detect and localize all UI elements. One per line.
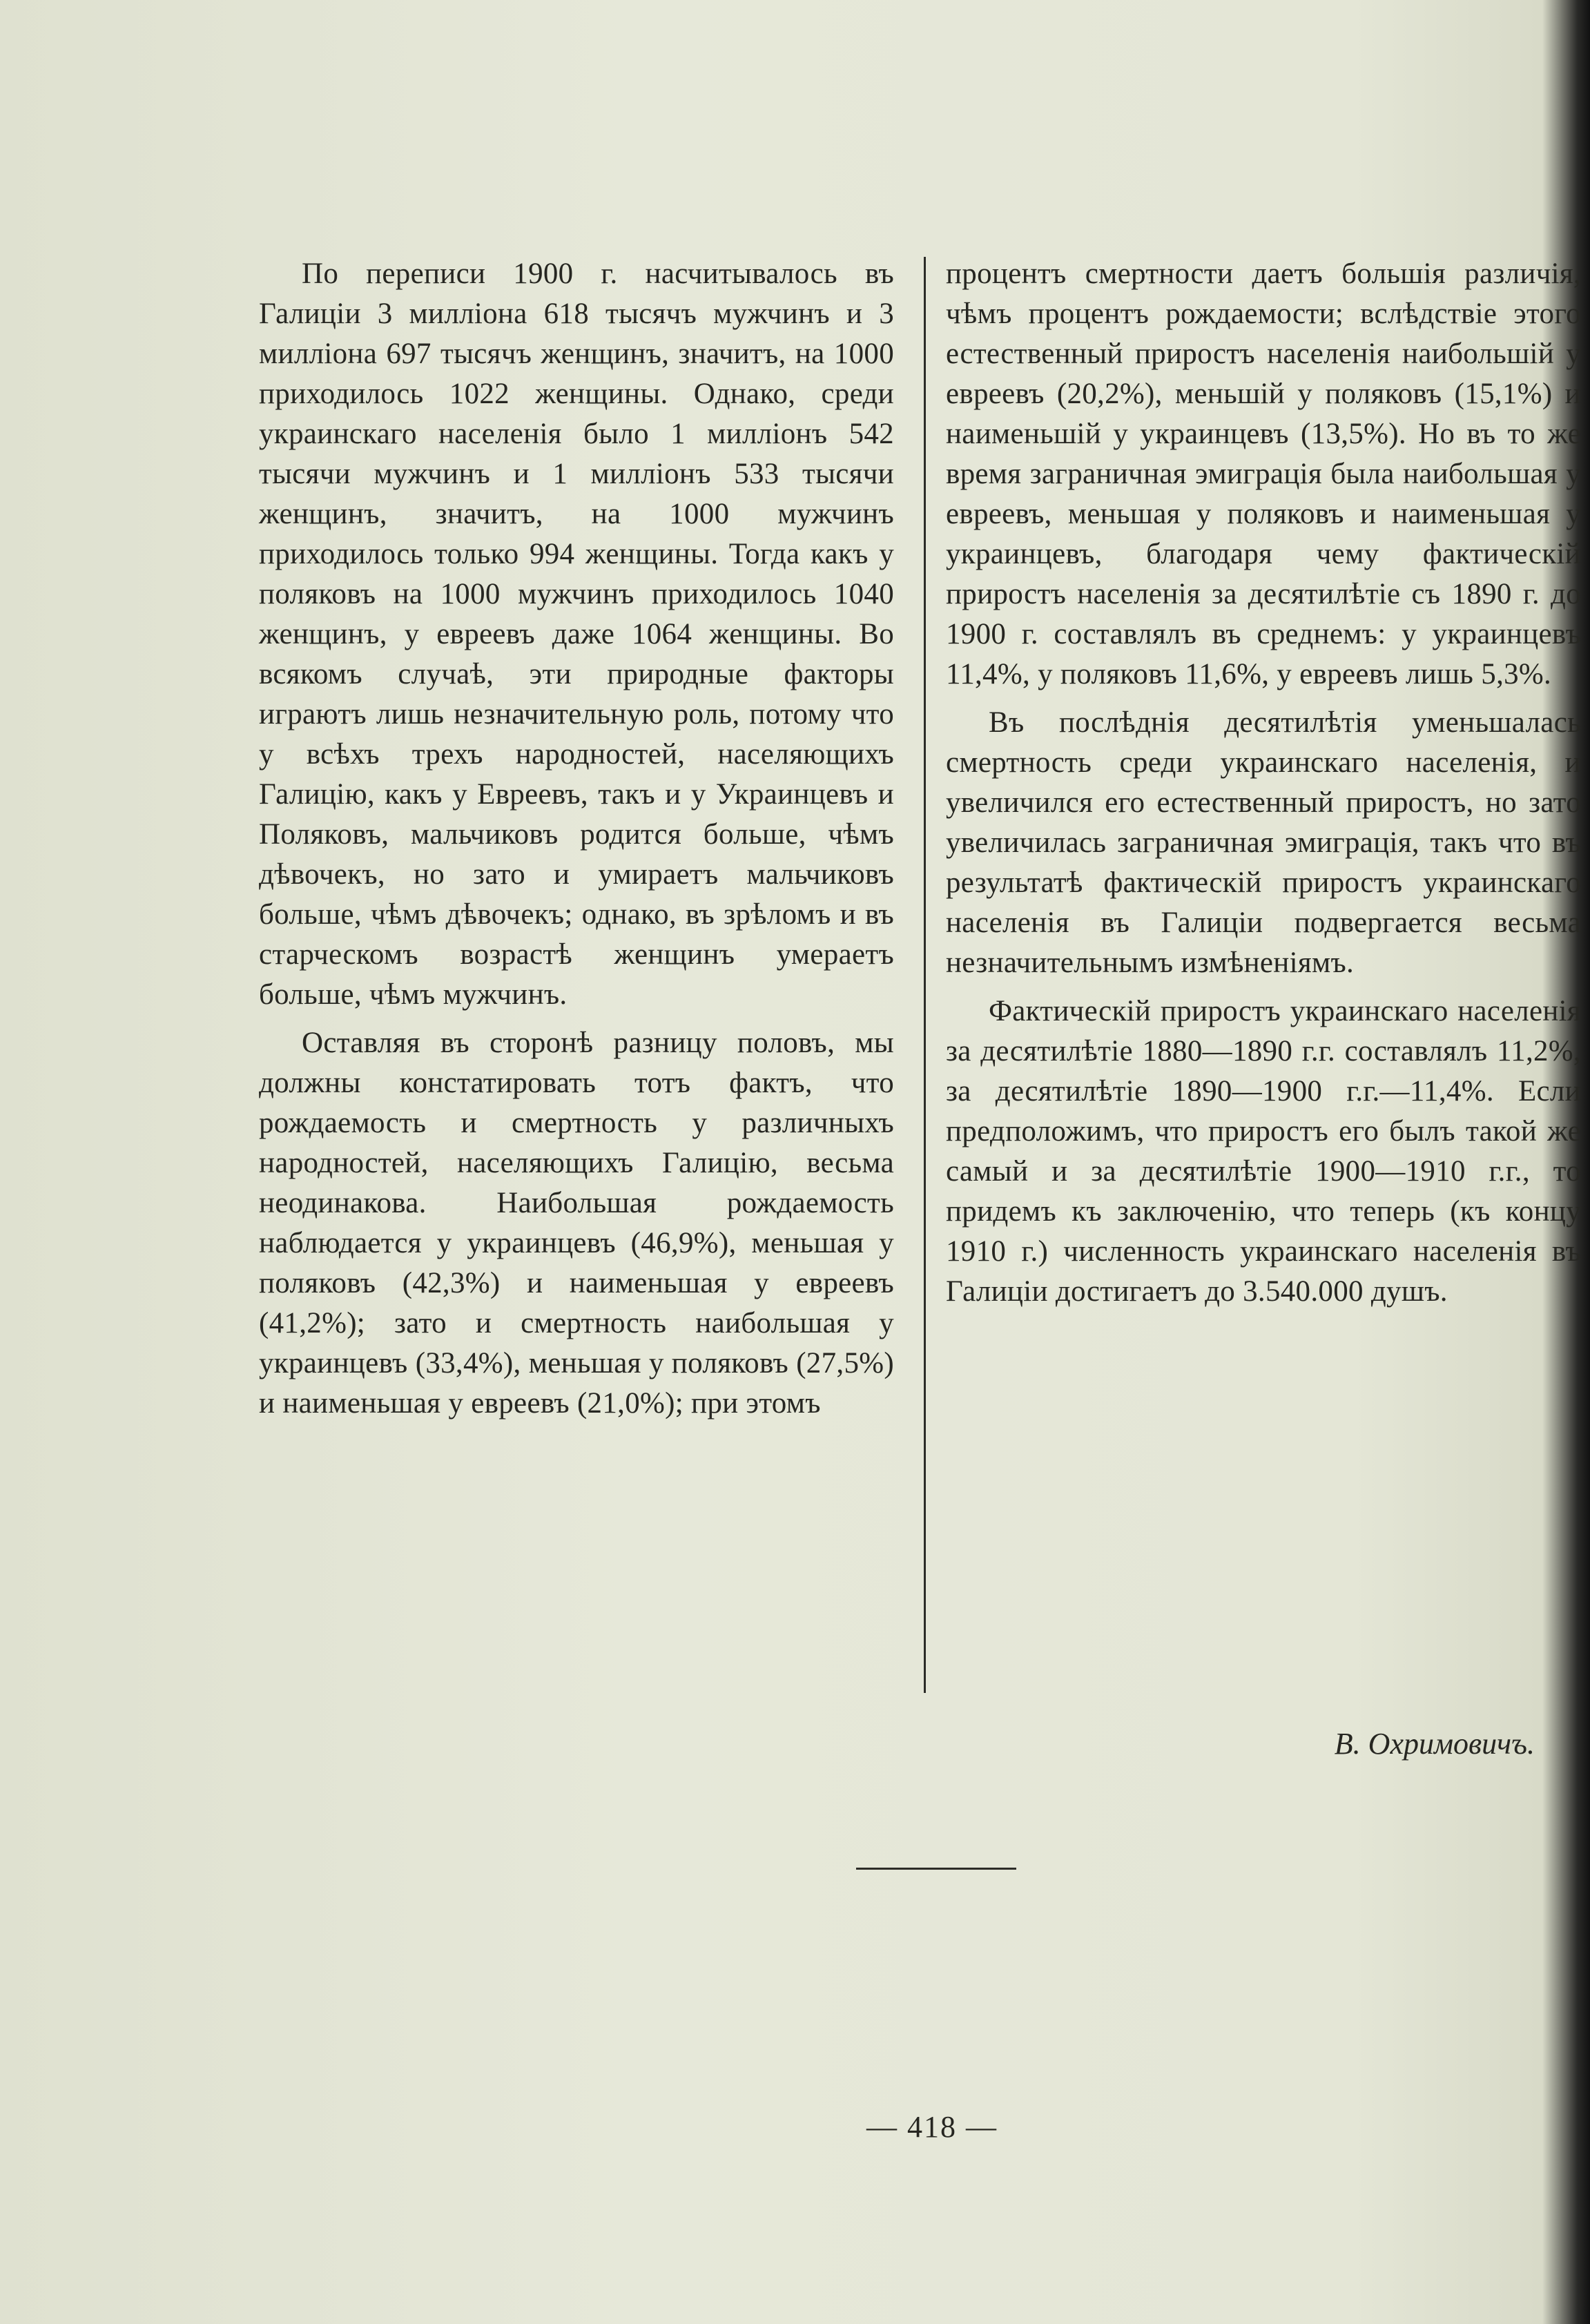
right-paragraph-1: процентъ смертности даетъ большія различія, чѣмъ процентъ рождаемости; вслѣдствіе этого естественный приростъ населенія наибольшій у евреевъ (20,2%), меньшій у поляковъ (15,1%) и наименьшій у украинцевъ (13,5%). Но въ то же время заграничная эмиграція была наибольшая у евреевъ, меньшая у поляковъ и наименьшая у украинцевъ, благодаря чему фактическій приростъ населенія за десятилѣтіе съ 1890 г. до 1900 г. составлялъ въ среднемъ: у украинцевъ 11,4%, у поляковъ 11,6%, у евреевъ лишь 5,3%. [946,258,1581,690]
column-divider [924,257,926,1693]
right-paragraph-3: Фактическій приростъ украинскаго населенія за десятилѣтіе 1880—1890 г.г. составлялъ 11,2%, за десятилѣтіе 1890—1900 г.г.—11,4%. Если предположимъ, что приростъ его былъ такой же самый и за десятилѣтіе 1900—1910 г.г., то придемъ къ заключенію, что теперь (къ концу 1910 г.) численность украинскаго населенія въ Галиціи достигаетъ до 3.540.000 душъ. [946,995,1581,1308]
left-paragraph-2: Оставляя въ сторонѣ разницу половъ, мы должны констатировать тотъ фактъ, что рождаемость и смертность у различныхъ народностей, населяющихъ Галицію, весьма неодинакова. Наибольшая рождаемость наблюдается у украинцевъ (46,9%), меньшая у поляковъ (42,3%) и наименьшая у евреевъ (41,2%); зато и смертность наибольшая у украинцевъ (33,4%), меньшая у поляковъ (27,5%) и наименьшая у евреевъ (21,0%); при этомъ [259,1027,894,1420]
left-column [259,254,894,1432]
author-signature: В. Охримовичъ. [1334,1727,1535,1761]
left-paragraph-1: По переписи 1900 г. насчитывалось въ Галиціи 3 милліона 618 тысячъ мужчинъ и 3 милліона 697 тысячъ женщинъ, значитъ, на 1000 приходилось 1022 женщины. Однако, среди украинскаго населенія было 1 милліонъ 542 тысячи мужчинъ и 1 милліонъ 533 тысячи женщинъ, значитъ, на 1000 мужчинъ приходилось только 994 женщины. Тогда какъ у поляковъ на 1000 мужчинъ приходилось 1040 женщинъ, у евреевъ даже 1064 женщины. Во всякомъ случаѣ, эти природные факторы играютъ лишь незначительную роль, потому что у всѣхъ трехъ народностей, населяющихъ Галицію, какъ у Евреевъ, такъ и у Украинцевъ и Поляковъ, мальчиковъ родится больше, чѣмъ дѣвочекъ, но зато и умираетъ мальчиковъ больше, чѣмъ дѣвочекъ; однако, въ зрѣломъ и въ старческомъ возрастѣ женщинъ умераетъ больше, чѣмъ мужчинъ. [259,258,894,1011]
right-paragraph-2: Въ послѣднія десятилѣтія уменьшалась смертность среди украинскаго населенія, и увеличился его естественный приростъ, но зато увеличилась заграничная эмиграція, такъ что въ результатѣ фактическій приростъ украинскаго населенія въ Галиціи подвергается весьма незначительнымъ измѣненіямъ. [946,706,1581,979]
right-column [946,254,1581,1320]
page-number: — 418 — [866,2110,998,2144]
section-rule [856,1868,1016,1870]
